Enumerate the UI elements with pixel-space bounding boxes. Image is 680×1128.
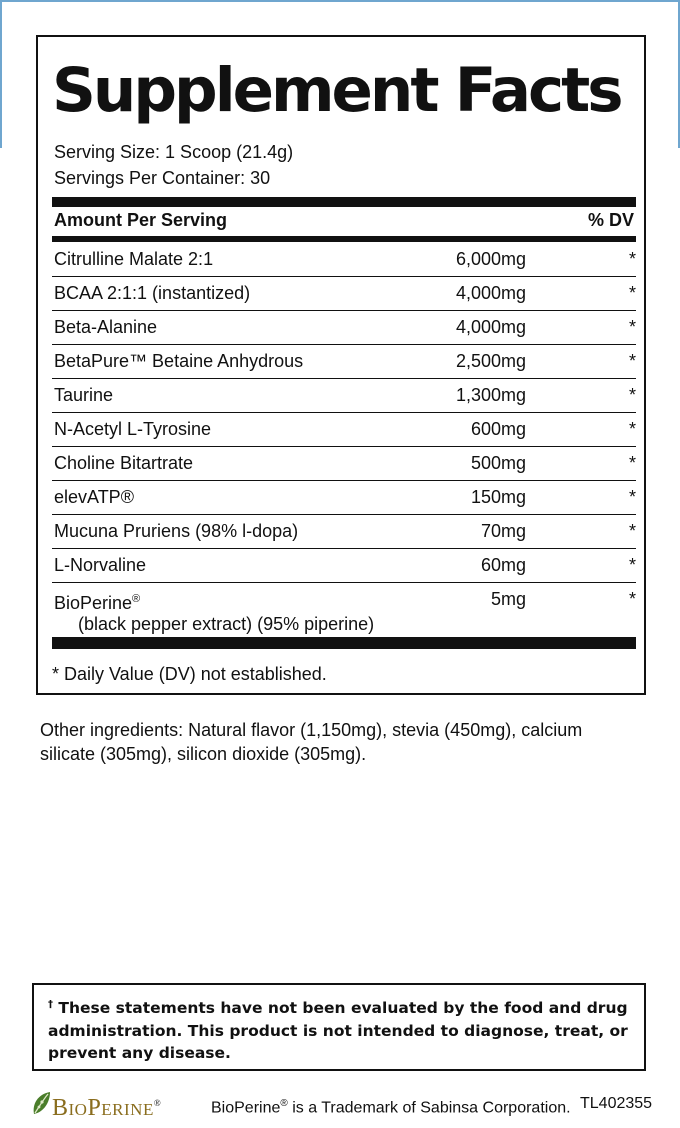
frame-edge-left: [0, 0, 2, 148]
ingredient-amount: 60mg: [480, 555, 526, 575]
dv-header: % DV: [587, 210, 634, 230]
ingredient-amount: 70mg: [480, 521, 526, 541]
frame-edge-top: [0, 0, 680, 2]
ingredient-name: Mucuna Pruriens (98% l-dopa): [54, 521, 299, 541]
ingredient-name: Citrulline Malate 2:1: [54, 249, 214, 269]
ingredient-dv: *: [628, 487, 636, 507]
ingredient-name: Taurine: [54, 385, 114, 405]
ingredient-amount: 6,000mg: [455, 249, 526, 269]
bioperine-name: BioPerine: [54, 593, 133, 613]
ingredient-name: BCAA 2:1:1 (instantized): [54, 283, 251, 303]
ingredient-amount: 2,500mg: [455, 351, 526, 371]
ingredient-dv: *: [628, 555, 636, 575]
ingredient-dv: *: [628, 385, 636, 405]
ingredient-dv: *: [628, 317, 636, 337]
footer-bar: [30, 1088, 670, 1121]
ingredient-name: N-Acetyl L-Tyrosine: [54, 419, 212, 439]
ingredient-name: Choline Bitartrate: [54, 453, 194, 473]
ingredient-dv: *: [628, 351, 636, 371]
product-code: TL402355: [580, 1095, 653, 1112]
trademark-registered-mark: ®: [280, 1098, 288, 1109]
ingredient-dv: *: [628, 283, 636, 303]
table-row: [52, 277, 636, 311]
bottom-thick-divider: [52, 637, 636, 649]
panel-title: Supplement Facts: [52, 55, 621, 126]
thick-divider: [52, 197, 636, 207]
table-row: [52, 311, 636, 345]
table-row: [52, 243, 636, 277]
ingredient-amount: 600mg: [470, 419, 526, 439]
ingredient-name: [54, 588, 140, 614]
servings-per-container: Servings Per Container: 30: [54, 168, 271, 188]
table-row: [52, 345, 636, 379]
table-row: [52, 481, 636, 515]
ingredient-dv: *: [628, 453, 636, 473]
ingredient-table: [52, 243, 636, 641]
table-row: [52, 447, 636, 481]
ingredient-amount: 4,000mg: [455, 317, 526, 337]
other-ingredients: Other ingredients: Natural flavor (1,150mg), stevia (450mg), calcium silicate (305mg), silicon dioxide (305mg).: [40, 720, 583, 764]
table-row: [52, 379, 636, 413]
ingredient-amount: 5mg: [490, 589, 526, 609]
serving-size: Serving Size: 1 Scoop (21.4g): [54, 142, 294, 162]
dv-footnote: * Daily Value (DV) not established.: [52, 664, 327, 684]
ingredient-dv: *: [628, 589, 636, 609]
table-row-bioperine: [52, 583, 636, 641]
medium-divider: [52, 236, 636, 242]
trademark-rest: is a Trademark of Sabinsa Corporation.: [287, 1099, 571, 1117]
dagger-mark: †: [48, 999, 53, 1010]
ingredient-name: elevATP®: [54, 487, 134, 507]
ingredient-name: Beta-Alanine: [54, 317, 158, 337]
ingredient-dv: *: [628, 249, 636, 269]
logo-registered-mark: ®: [153, 1098, 162, 1108]
ingredient-amount: 4,000mg: [455, 283, 526, 303]
ingredient-dv: *: [628, 521, 636, 541]
amount-per-serving-header: Amount Per Serving: [54, 210, 228, 230]
bioperine-logo: [52, 1089, 161, 1122]
table-row: [52, 549, 636, 583]
trademark-name: BioPerine: [211, 1099, 281, 1117]
ingredient-amount: 500mg: [470, 453, 526, 473]
ingredient-dv: *: [628, 419, 636, 439]
table-row: [52, 515, 636, 549]
ingredient-subtext: (black pepper extract) (95% piperine): [78, 614, 375, 634]
trademark-notice: [211, 1093, 571, 1119]
supplement-facts-panel: [36, 35, 646, 695]
registered-mark: ®: [132, 593, 141, 605]
fda-disclaimer-box: [32, 983, 646, 1071]
logo-text: BioPerine: [52, 1095, 154, 1121]
leaf-icon: [30, 1090, 52, 1116]
ingredient-name: L-Norvaline: [54, 555, 147, 575]
disclaimer-text: These statements have not been evaluated by the food and drug administration. This product is not intended to diagnose, treat, or prevent any disease.: [48, 999, 628, 1063]
ingredient-amount: 150mg: [470, 487, 526, 507]
ingredient-name: BetaPure™ Betaine Anhydrous: [54, 351, 304, 371]
table-row: [52, 413, 636, 447]
ingredient-amount: 1,300mg: [455, 385, 526, 405]
